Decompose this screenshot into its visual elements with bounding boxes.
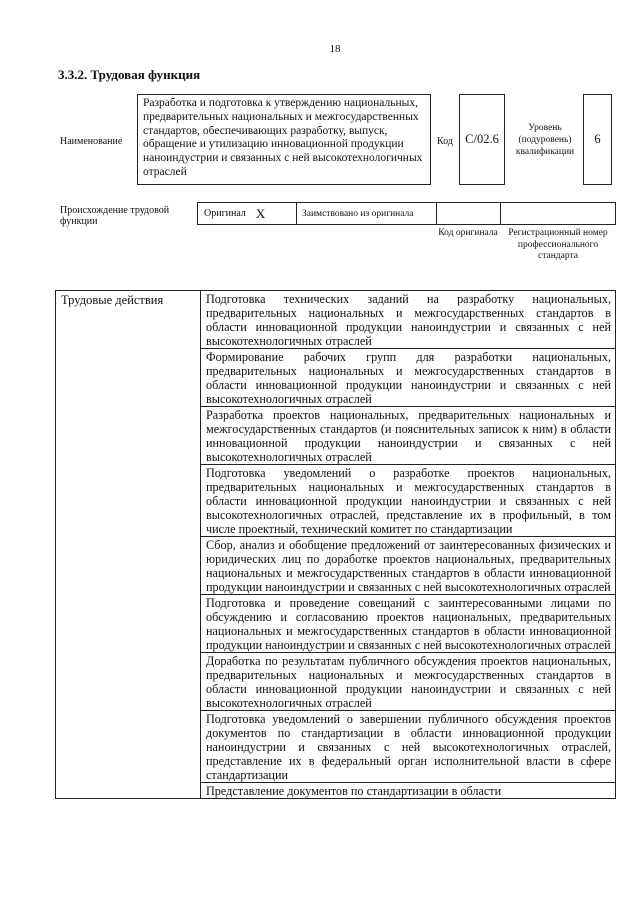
labor-actions-table	[55, 290, 616, 799]
qualification-level-label: Уровень (подуровень) квалификации	[515, 123, 575, 157]
borrowed-cell	[296, 202, 436, 225]
labor-action-item: Доработка по результатам публичного обсуждения проектов национальных, предварительных национальных и межгосударственных стандартов в области инновационной продукции наноиндустрии и связанных с ней высокотехнологичных отраслей	[201, 653, 616, 711]
qualification-level-value: 6	[594, 132, 601, 146]
origin-label: Происхождение трудовой функции	[60, 205, 170, 227]
labor-action-item: Подготовка уведомлений о завершении публичного обсуждения проектов документов по стандартизации в области инновационной продукции наноиндустрии и связанных с ней высокотехнологичных отраслей, представление их в федеральный орган исполнительной власти в сфере стандартизации	[201, 711, 616, 783]
labor-actions-label: Трудовые действия	[56, 291, 201, 799]
original-mark: X	[255, 205, 266, 221]
name-label: Наименование	[60, 136, 123, 147]
borrowed-label: Заимствовано из оригинала	[302, 208, 414, 219]
labor-action-item: Подготовка и проведение совещаний с заинтересованными лицами по обсуждению и согласованию проектов национальных, предварительных национальных и межгосударственных стандартов в области инновационной продукции наноиндустрии и связанных с ней высокотехнологичных отраслей	[201, 595, 616, 653]
origin-row	[197, 202, 616, 225]
labor-action-item: Разработка проектов национальных, предварительных национальных и межгосударственных стандартов (и пояснительных записок к ним) в области инновационной продукции наноиндустрии и связанных с ней высокотехнологичных отраслей	[201, 407, 616, 465]
original-cell	[197, 202, 296, 225]
function-name-value: Разработка и подготовка к утверждению национальных, предварительных национальных и межгосударственных стандартов, обеспечивающих разработку, выпуск, обращение и утилизацию инновационной продукции наноиндустрии и связанных с ней высокотехнологичных отраслей	[137, 94, 431, 185]
code-value-box	[459, 94, 505, 185]
labor-action-item: Подготовка технических заданий на разработку национальных, предварительных национальных и межгосударственных стандартов в области инновационной продукции наноиндустрии и связанных с ней высокотехнологичных отраслей	[201, 291, 616, 349]
code-label: Код	[437, 136, 453, 147]
original-label: Оригинал	[204, 208, 246, 219]
original-code-caption: Код оригинала	[438, 228, 498, 238]
labor-action-item: Сбор, анализ и обобщение предложений от заинтересованных физических и юридических лиц по доработке проектов национальных, предварительных национальных и межгосударственных стандартов в области инновационной продукции наноиндустрии и связанных с ней высокотехнологичных отраслей	[201, 537, 616, 595]
table-row	[56, 291, 616, 349]
page-number: 18	[329, 43, 341, 55]
labor-action-item: Формирование рабочих групп для разработки национальных, предварительных национальных и межгосударственных стандартов в области инновационной продукции наноиндустрии и связанных с ней высокотехнологичных отраслей	[201, 349, 616, 407]
original-code-cell	[436, 202, 500, 225]
labor-action-item: Подготовка уведомлений о разработке проектов национальных, предварительных национальных и межгосударственных стандартов в области инновационной продукции наноиндустрии и связанных с ней высокотехнологичных отраслей, представление их в профильный, в том числе проектный, технический комитет по стандартизации	[201, 465, 616, 537]
registration-number-cell	[500, 202, 616, 225]
code-value: C/02.6	[465, 132, 499, 146]
section-title: 3.3.2. Трудовая функция	[58, 67, 201, 82]
qualification-level-box	[583, 94, 612, 185]
labor-action-item: Представление документов по стандартизации в области	[201, 783, 616, 799]
registration-number-caption: Регистрационный номер профессионального стандарта	[508, 228, 608, 261]
